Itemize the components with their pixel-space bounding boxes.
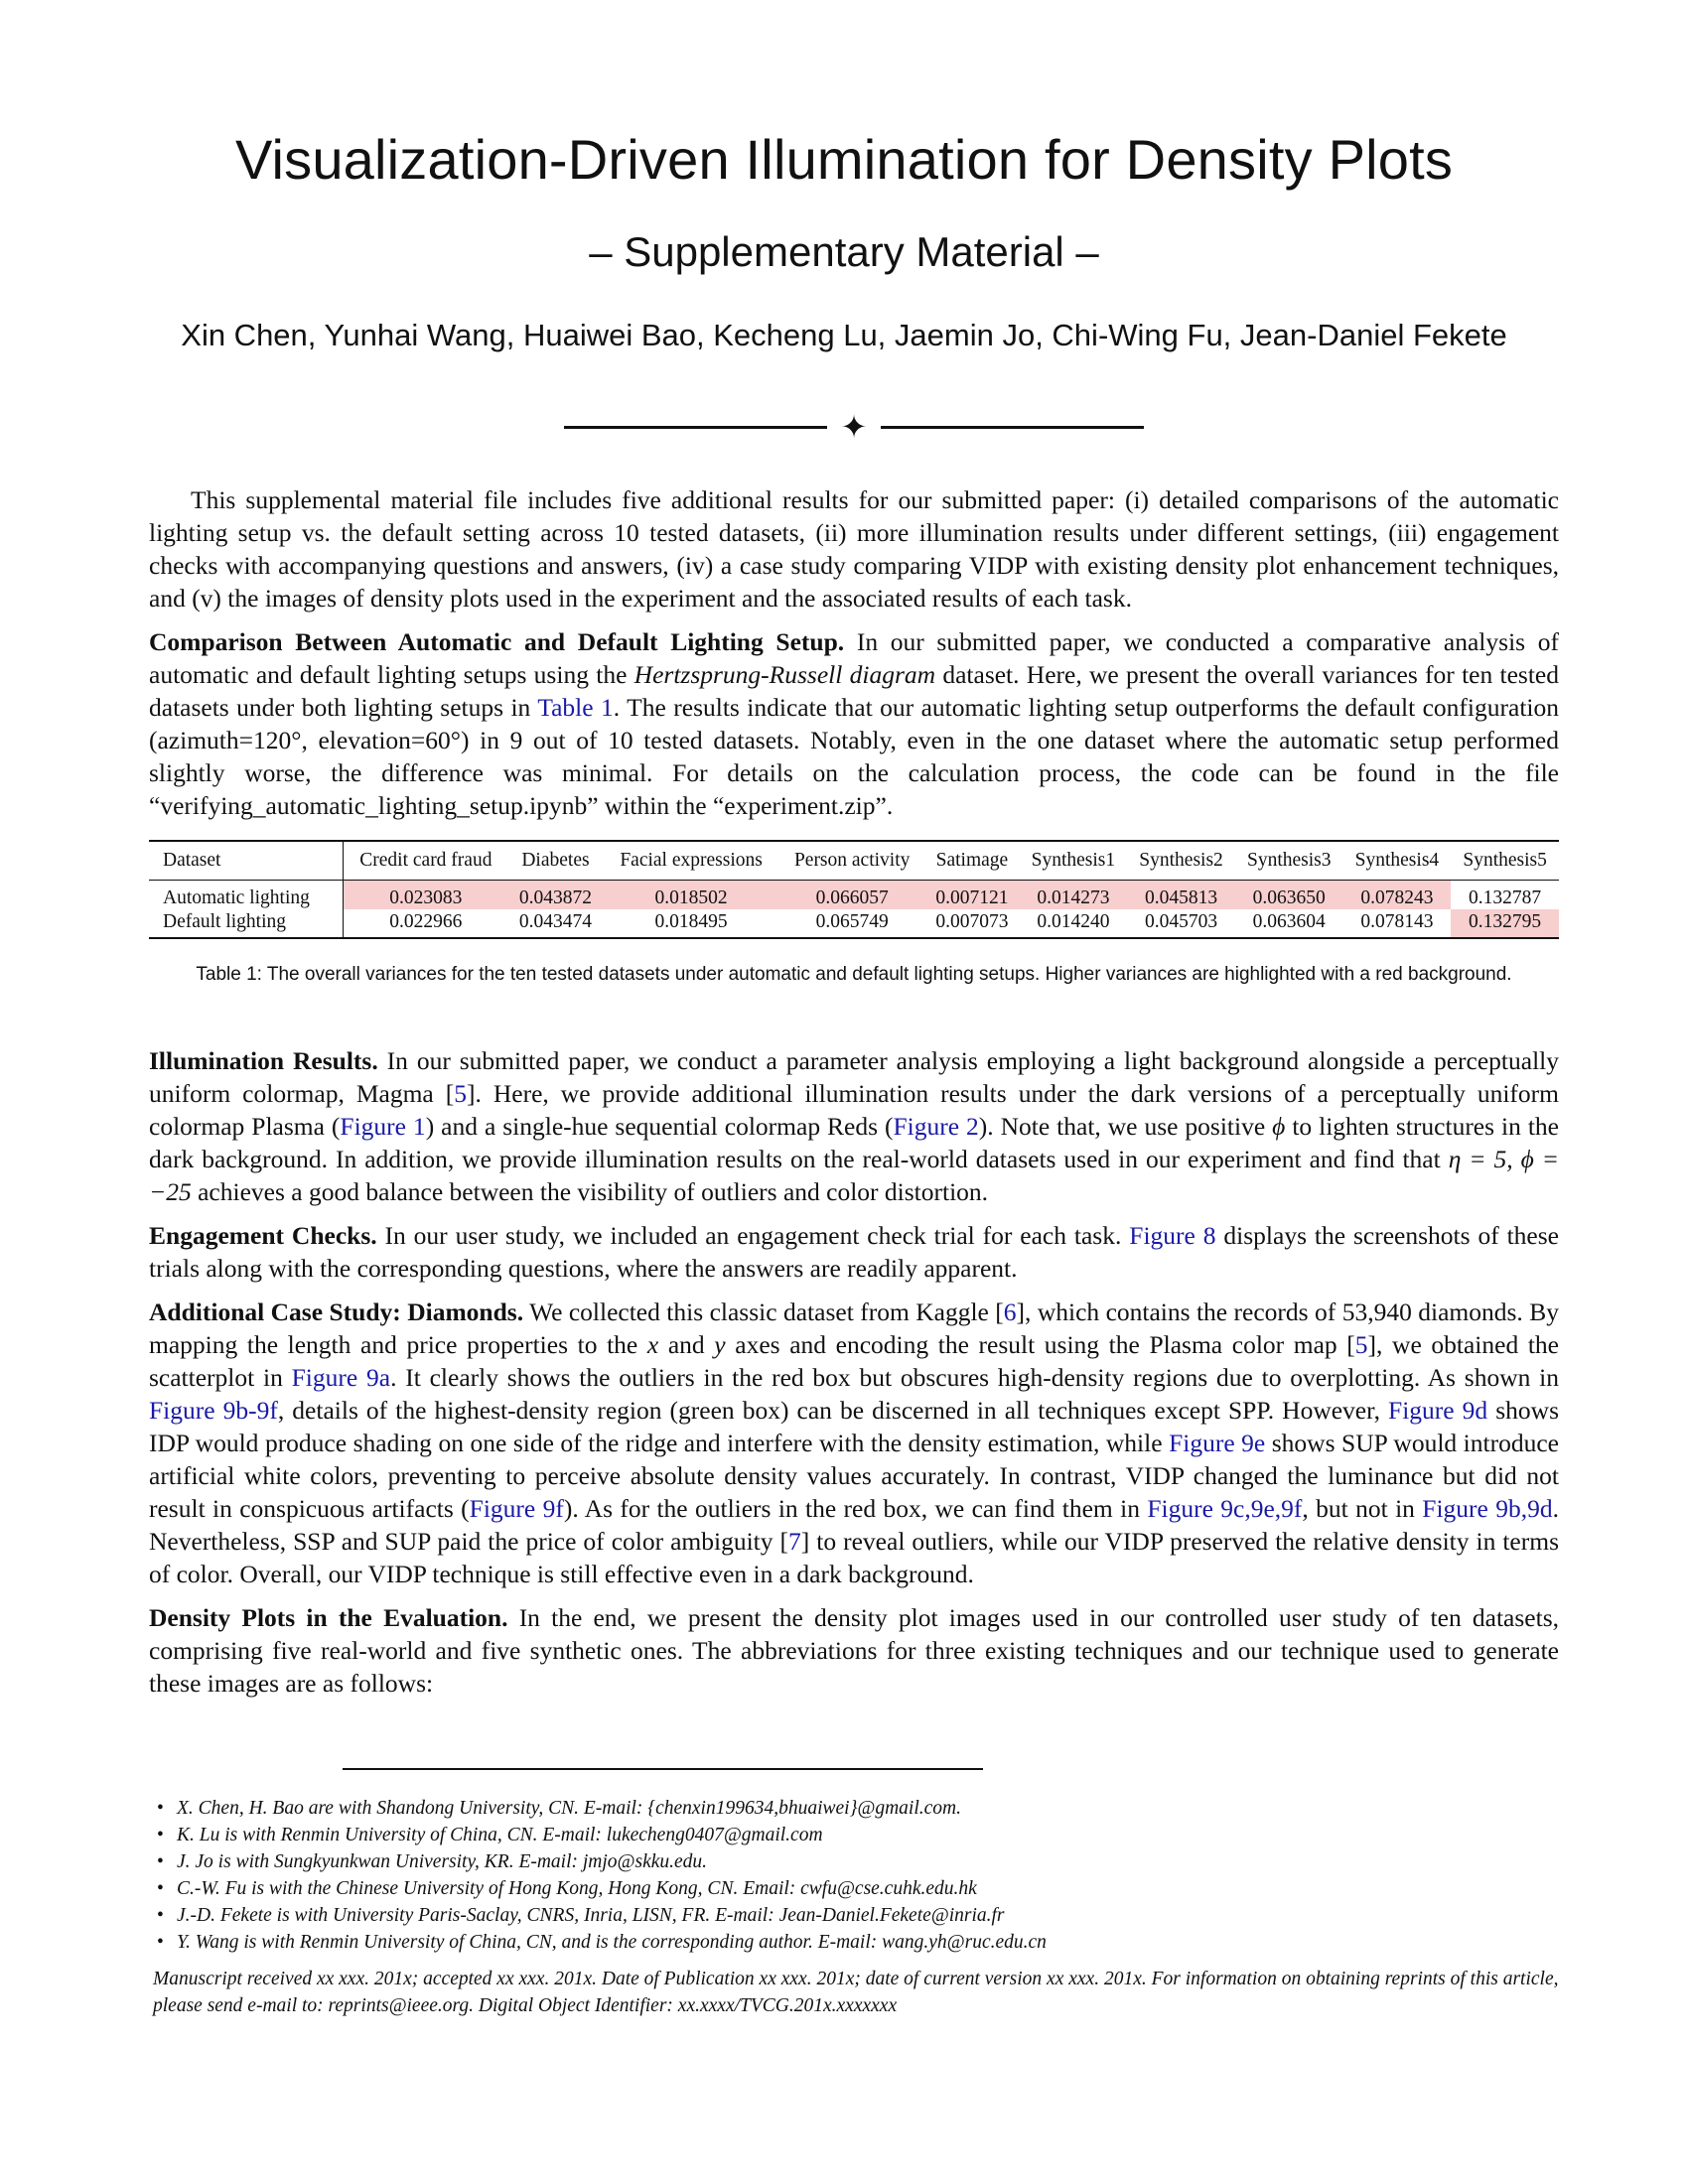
comparison-paragraph	[149, 625, 1559, 822]
figure-1-link[interactable]: Figure 1	[340, 1112, 426, 1141]
variance-cell: 0.014240	[1020, 909, 1128, 938]
manuscript-note: Manuscript received xx xxx. 201x; accepted xx xxx. 201x. Date of Publication xx xxx. 201x; date of current version xx xxx. 201x. For information on obtaining reprints of this article, please send e-mail to: reprints@ieee.org. Digital Object Identifier: xx.xxxx/TVCG.201x.xxxxxxx	[153, 1969, 1559, 2016]
case-text: axes and encoding the result using the Plasma color map [	[725, 1330, 1355, 1359]
case-text: We collected this classic dataset from Kaggle [	[523, 1297, 1004, 1326]
case-text: and	[658, 1330, 715, 1359]
illumination-text: achieves a good balance between the visibility of outliers and color distortion.	[191, 1177, 989, 1206]
intro-paragraph: This supplemental material file includes five additional results for our submitted paper: (i) detailed comparisons of the automatic lighting setup vs. the default setting across 10 tested datasets, (ii) more illumination results under different settings, (iii) engagement checks with accompanying questions and answers, (iv) a case study comparing VIDP with existing density plot enhancement techniques, and (v) the images of density plots used in the experiment and the associated results of each task.	[149, 485, 1559, 613]
engagement-heading: Engagement Checks.	[149, 1221, 377, 1250]
column-header: Synthesis2	[1127, 841, 1235, 881]
affiliation-list	[149, 1795, 1559, 1956]
case-text: ], we obtained the scatterplot in	[149, 1330, 1559, 1392]
affiliation-item	[149, 1902, 1559, 1929]
footnote-rule	[343, 1768, 983, 1770]
variance-table	[149, 840, 1559, 939]
ref-6-link[interactable]: 6	[1003, 1297, 1017, 1326]
illumination-text: ]. Here, we provide additional illumination results under the dark versions of a perceptually uniform colormap Plasma (	[149, 1079, 1559, 1141]
bullet-icon: •	[157, 1851, 164, 1872]
affiliation-text: J.-D. Fekete is with University Paris-Saclay, CNRS, Inria, LISN, FR. E-mail: Jean-Daniel.Fekete@inria.fr	[177, 1905, 1005, 1926]
case-text: , details of the highest-density region (green box) can be discerned in all techniques except SPP. However,	[277, 1396, 1389, 1425]
table-row	[149, 881, 1559, 910]
illumination-heading: Illumination Results.	[149, 1046, 378, 1075]
case-text: ], which contains the records of 53,940 diamonds. By mapping the length and price properties to the	[149, 1297, 1559, 1359]
bullet-icon: •	[157, 1878, 164, 1899]
dataset-name: Hertzsprung-Russell diagram	[633, 660, 936, 689]
figure-9b-9f-link[interactable]: Figure 9b-9f	[149, 1396, 278, 1425]
figure-2-link[interactable]: Figure 2	[893, 1112, 979, 1141]
figure-9d-link[interactable]: Figure 9d	[1388, 1396, 1488, 1425]
affiliation-item	[149, 1929, 1559, 1956]
affiliation-text: Y. Wang is with Renmin University of China, CN, and is the corresponding author. E-mail: wang.yh@ruc.edu.cn	[177, 1932, 1047, 1953]
figure-9b-9d-link[interactable]: Figure 9b,9d	[1422, 1494, 1553, 1523]
column-header: Synthesis1	[1020, 841, 1128, 881]
comparison-text: dataset. Here, we present the overall variances for ten tested datasets under both lighting setups in	[149, 660, 1559, 722]
case-text: , but not in	[1302, 1494, 1423, 1523]
bullet-icon: •	[157, 1932, 164, 1953]
variance-cell: 0.132787	[1469, 887, 1542, 908]
column-header: Credit card fraud	[343, 841, 507, 881]
variance-cell: 0.018502	[603, 881, 779, 910]
case-text: ). As for the outliers in the red box, we can find them in	[563, 1494, 1148, 1523]
case-text: . It clearly shows the outliers in the red box but obscures high-density regions due to overplotting. As shown in	[390, 1363, 1559, 1392]
case-text: ] to reveal outliers, while our VIDP preserved the relative density in terms of color. Overall, our VIDP technique is still effective even in a dark background.	[149, 1527, 1560, 1588]
affiliation-item	[149, 1875, 1559, 1902]
footnotes	[149, 1795, 1559, 2019]
paper-title: Visualization-Driven Illumination for Density Plots	[234, 128, 1454, 191]
illumination-paragraph	[149, 1044, 1559, 1208]
variance-cell: 0.022966	[343, 909, 507, 938]
variance-cell: 0.007121	[924, 881, 1019, 910]
section-divider	[556, 407, 1152, 447]
affiliation-text: C.-W. Fu is with the Chinese University of Hong Kong, Hong Kong, CN. Email: cwfu@cse.cuhk.edu.hk	[177, 1878, 977, 1899]
table-1-link[interactable]: Table 1	[537, 693, 614, 722]
variance-cell: 0.043872	[508, 881, 603, 910]
table-body	[149, 881, 1559, 939]
affiliation-item	[149, 1795, 1559, 1822]
engagement-paragraph	[149, 1219, 1559, 1285]
affiliation-text: K. Lu is with Renmin University of China, CN. E-mail: lukecheng0407@gmail.com	[177, 1825, 823, 1845]
engagement-text: displays the screenshots of these trials along with the corresponding questions, where the answers are readily apparent.	[149, 1221, 1559, 1283]
figure-9c-9e-9f-link[interactable]: Figure 9c,9e,9f	[1147, 1494, 1303, 1523]
star-ornament-icon: ✦	[840, 408, 868, 446]
case-text: shows SUP would introduce artificial white colors, preventing to perceive absolute density values accurately. In contrast, VIDP changed the luminance but did not result in conspicuous artifacts (	[149, 1429, 1559, 1523]
column-header: Diabetes	[508, 841, 603, 881]
paper-subtitle: – Supplementary Material –	[589, 228, 1099, 275]
column-header: Synthesis4	[1343, 841, 1452, 881]
density-text: In the end, we present the density plot images used in our controlled user study of ten datasets, comprising five real-world and five synthetic ones. The abbreviations for three existing techniques and our technique used to generate these images are as follows:	[149, 1603, 1559, 1698]
main-text	[149, 483, 1559, 1710]
variance-cell: 0.045813	[1127, 881, 1235, 910]
affiliation-text: X. Chen, H. Bao are with Shandong University, CN. E-mail: {chenxin199634,bhuaiwei}@gmail.com.	[177, 1798, 961, 1819]
case-study-paragraph	[149, 1296, 1559, 1590]
affiliation-item	[149, 1848, 1559, 1875]
variance-cell: 0.018495	[603, 909, 779, 938]
y-variable: y	[714, 1330, 726, 1359]
parameter-equation: η = 5, ϕ = −25	[149, 1145, 1559, 1206]
figure-8-link[interactable]: Figure 8	[1129, 1221, 1216, 1250]
column-header-dataset: Dataset	[149, 841, 343, 881]
case-text: shows IDP would produce shading on one side of the ridge and interfere with the density estimation, while	[149, 1396, 1559, 1457]
illumination-text: ). Note that, we use positive	[978, 1112, 1273, 1141]
ref-5-link[interactable]: 5	[454, 1079, 467, 1108]
column-header: Person activity	[779, 841, 924, 881]
illumination-text: ) and a single-hue sequential colormap Reds (	[425, 1112, 894, 1141]
bullet-icon: •	[157, 1798, 164, 1819]
phi-symbol: ϕ	[1272, 1112, 1286, 1141]
variance-cell: 0.078243	[1343, 881, 1452, 910]
column-header: Synthesis3	[1235, 841, 1343, 881]
column-header: Facial expressions	[603, 841, 779, 881]
affiliation-item	[149, 1822, 1559, 1848]
bullet-icon: •	[157, 1905, 164, 1926]
illumination-text: to lighten structures in the dark background. In addition, we provide illumination results on the real-world datasets used in our experiment and find that	[149, 1112, 1559, 1173]
table-caption: Table 1: The overall variances for the ten tested datasets under automatic and default lighting setups. Higher variances are highlighted with a red background.	[196, 964, 1512, 985]
row-label: Automatic lighting	[149, 881, 343, 910]
variance-cell: 0.014273	[1020, 881, 1128, 910]
variance-cell: 0.065749	[779, 909, 924, 938]
ref-5-link[interactable]: 5	[1354, 1330, 1368, 1359]
density-paragraph	[149, 1601, 1559, 1700]
figure-9a-link[interactable]: Figure 9a	[291, 1363, 391, 1392]
variance-cell: 0.007073	[924, 909, 1019, 938]
bullet-icon: •	[157, 1825, 164, 1845]
variance-cell: 0.066057	[779, 881, 924, 910]
author-list: Xin Chen, Yunhai Wang, Huaiwei Bao, Kecheng Lu, Jaemin Jo, Chi-Wing Fu, Jean-Daniel Fekete	[181, 318, 1507, 352]
variance-cell: 0.063650	[1235, 881, 1343, 910]
illumination-text: In our submitted paper, we conduct a parameter analysis employing a light background alongside a perceptually uniform colormap, Magma [	[149, 1046, 1559, 1108]
column-header: Synthesis5	[1451, 841, 1559, 881]
variance-cell: 0.063604	[1235, 909, 1343, 938]
comparison-text: In our submitted paper, we conducted a comparative analysis of automatic and default lighting setups using the	[149, 627, 1559, 689]
figure-9f-link[interactable]: Figure 9f	[469, 1494, 564, 1523]
variance-cell: 0.045703	[1127, 909, 1235, 938]
comparison-heading: Comparison Between Automatic and Default Lighting Setup.	[149, 627, 845, 656]
divider-line-left	[564, 426, 827, 429]
row-label: Default lighting	[149, 909, 343, 938]
variance-cell: 0.078143	[1343, 909, 1452, 938]
divider-line-right	[881, 426, 1144, 429]
variance-cell: 0.043474	[508, 909, 603, 938]
results-table-wrap	[149, 840, 1559, 939]
figure-9e-link[interactable]: Figure 9e	[1169, 1429, 1266, 1457]
column-header: Satimage	[924, 841, 1019, 881]
case-study-heading: Additional Case Study: Diamonds.	[149, 1297, 524, 1326]
engagement-text: In our user study, we included an engagement check trial for each task.	[376, 1221, 1130, 1250]
table-header-row	[149, 841, 1559, 881]
ref-7-link[interactable]: 7	[788, 1527, 801, 1556]
affiliation-text: J. Jo is with Sungkyunkwan University, KR. E-mail: jmjo@skku.edu.	[177, 1851, 708, 1872]
density-heading: Density Plots in the Evaluation.	[149, 1603, 508, 1632]
table-row	[149, 909, 1559, 938]
variance-cell: 0.132795	[1451, 909, 1559, 938]
variance-cell: 0.023083	[343, 881, 507, 910]
case-text: . Nevertheless, SSP and SUP paid the price of color ambiguity [	[149, 1494, 1559, 1556]
x-variable: x	[646, 1330, 659, 1359]
comparison-text: . The results indicate that our automatic lighting setup outperforms the default configuration (azimuth=120°, elevation=60°) in 9 out of 10 tested datasets. Notably, even in the one dataset where the automatic setup performed slightly worse, the difference was minimal. For details on the calculation process, the code can be found in the file “verifying_automatic_lighting_setup.ipynb” within the “experiment.zip”.	[149, 693, 1559, 820]
